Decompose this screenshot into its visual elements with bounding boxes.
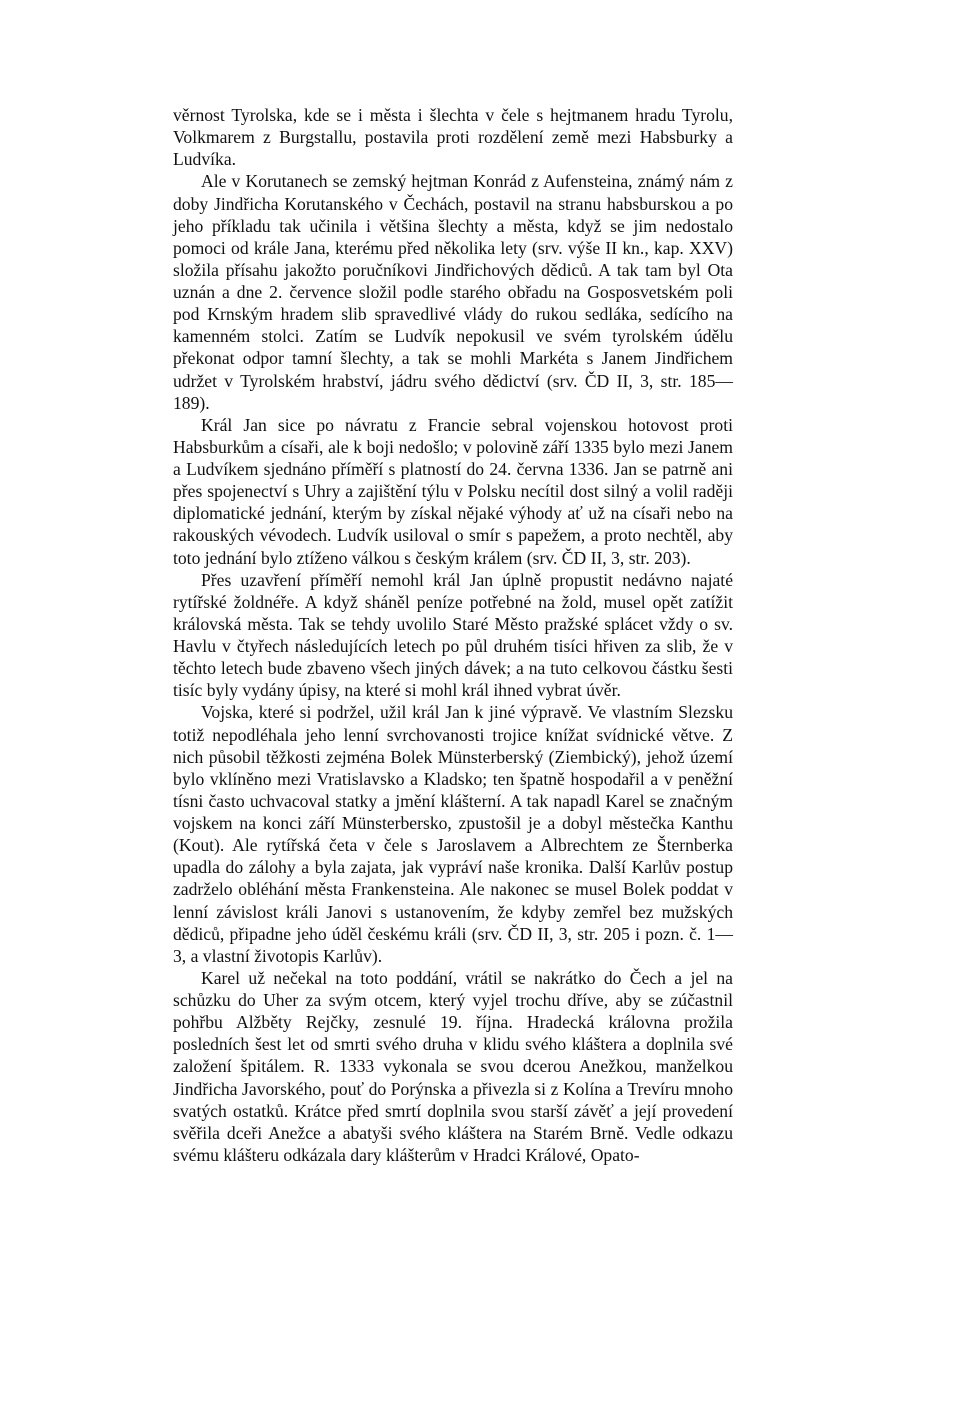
paragraph: věrnost Tyrolska, kde se i města i šlechta v čele s hejtmanem hradu Tyrolu, Volkmarem z Burgstallu, postavila proti rozdělení země mezi Habsburky a Ludvíka. <box>173 105 733 170</box>
page-text-block <box>173 104 733 1166</box>
paragraph: Karel už nečekal na toto poddání, vrátil se nakrátko do Čech a jel na schůzku do Uher za svým otcem, který vyjel trochu dříve, aby se zúčastnil pohřbu Alžběty Rejčky, zesnulé 19. října. Hradecká královna prožila posledních šest let od smrti svého druha v klidu svého kláštera a doplnila své založení špitálem. R. 1333 vykonala se svou dcerou Anežkou, manželkou Jindřicha Javorského, pouť do Porýnska a přivezla si z Kolína a Trevíru mnoho svatých ostatků. Krátce před smrtí doplnila svou starší závěť a její provedení svěřila dceři Anežce a abatyši svého kláštera na Starém Brně. Vedle odkazu svému klášteru odkázala dary klášterům v Hradci Králové, Opato- <box>173 967 733 1165</box>
paragraph: Ale v Korutanech se zemský hejtman Konrád z Aufensteina, známý nám z doby Jindřicha Korutanského v Čechách, postavil na stranu habsburskou a po jeho příkladu tak učinila i většina šlechty a města, když se jim nedostalo pomoci od krále Jana, kterému před několika lety (srv. výše II kn., kap. XXV) složila přísahu jakožto poručníkovi Jindřichových dědiců. A tak tam byl Ota uznán a dne 2. července složil podle starého obřadu na Gosposvetském poli pod Krnským hradem slib spravedlivé vlády do rukou sedláka, sedícího na kamenném stolci. Zatím se Ludvík nepokusil ve svém tyrolském údělu překonat odpor tamní šlechty, a tak se mohli Markéta s Janem Jindřichem udržet v Tyrolském hrabství, jádru svého dědictví (srv. ČD II, 3, str. 185—189). <box>173 171 733 413</box>
paragraph: Vojska, které si podržel, užil král Jan k jiné výpravě. Ve vlastním Slezsku totiž nepodléhala jeho lenní svrchovanosti trojice knížat svídnické větve. Z nich působil těžkosti zejména Bolek Münsterberský (Ziembický), jehož území bylo vklíněno mezi Vratislavsko a Kladsko; ten špatně hospodařil a v peněžní tísni často uchvacoval statky a jmění klášterní. A tak napadl Karel se značným vojskem na konci září Münsterbersko, zpustošil je a dobyl městečka Kanthu (Kout). Ale rytířská četa v čele s Jaroslavem a Albrechtem ze Šternberka upadla do zálohy a byla zajata, jak vypráví naše kronika. Další Karlův postup zadrželo obléhání města Frankensteina. Ale nakonec se musel Bolek poddat v lenní závislost králi Janovi s ustanovením, že kdyby zemřel bez mužských dědiců, připadne jeho úděl českému králi (srv. ČD II, 3, str. 205 i pozn. č. 1—3, a vlastní životopis Karlův). <box>173 702 733 966</box>
paragraph: Přes uzavření příměří nemohl král Jan úplně propustit nedávno najaté rytířské žoldnéře. A když sháněl peníze potřebné na žold, musel opět zatížit královská města. Tak se tehdy uvolilo Staré Město pražské splácet vždy o sv. Havlu v čtyřech následujících letech po půl druhém tisíci hřiven za slib, že v těchto letech bude zbaveno všech jiných dávek; a na tuto celkovou částku šesti tisíc byly vydány úpisy, na které si mohl král ihned vybrat úvěr. <box>173 569 733 701</box>
paragraph: Král Jan sice po návratu z Francie sebral vojenskou hotovost proti Habsburkům a císaři, ale k boji nedošlo; v polovině září 1335 bylo mezi Janem a Ludvíkem sjednáno příměří s platností do 24. června 1336. Jan se patrně ani přes spojenectví s Uhry a zajištění týlu v Polsku necítil dost silný a volil raději diplomatické jednání, kterým by získal nějaké výhody ať už na císaři nebo na rakouských vévodech. Ludvík usiloval o smír s papežem, a proto nechtěl, aby toto jednání bylo ztíženo válkou s českým králem (srv. ČD II, 3, str. 203). <box>173 414 733 568</box>
